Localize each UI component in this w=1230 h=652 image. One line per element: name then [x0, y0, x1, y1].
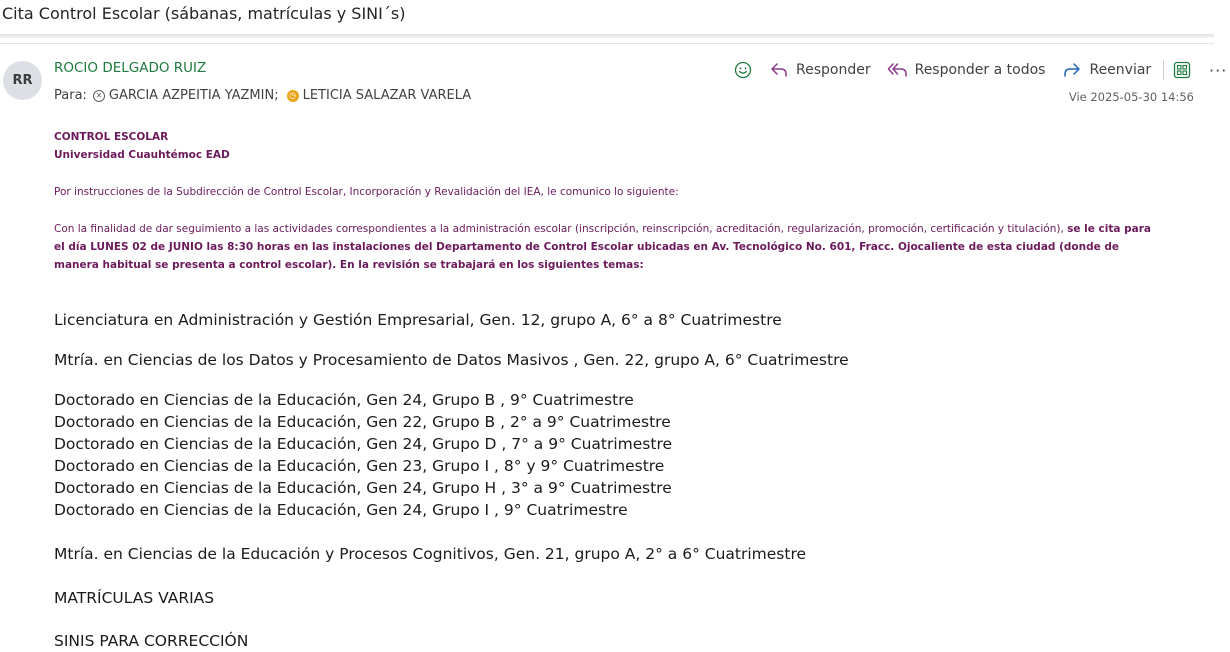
reply-button[interactable]: [768, 59, 871, 81]
sent-date: Vie 2025-05-30 14:56: [1068, 90, 1194, 104]
toolbar-separator: [1163, 60, 1164, 80]
apps-grid-icon: [1173, 61, 1191, 79]
topic-item: Mtría. en Ciencias de los Datos y Procesamiento de Datos Masivos , Gen. 22, grupo A, 6° Cuatrimestre: [54, 351, 849, 369]
recipient-name: LETICIA SALAZAR VARELA: [302, 88, 472, 103]
reply-icon: [768, 59, 790, 81]
more-actions-button[interactable]: ···: [1209, 60, 1228, 80]
reply-all-icon: [887, 59, 909, 81]
topic-item: Mtría. en Ciencias de la Educación y Procesos Cognitivos, Gen. 21, grupo A, 2° a 6° Cuatrimestre: [54, 545, 807, 563]
topic-item: Doctorado en Ciencias de la Educación, Gen 22, Grupo B , 2° a 9° Cuatrimestre: [54, 413, 671, 431]
topic-item: SINIS PARA CORRECCIÓN: [54, 632, 249, 650]
blocked-status-icon: ✕: [93, 90, 105, 102]
topic-item: Doctorado en Ciencias de la Educación, Gen 23, Grupo I , 8° y 9° Cuatrimestre: [54, 457, 665, 475]
smiley-icon: [734, 61, 752, 79]
recipients-line: [54, 88, 479, 103]
apps-button[interactable]: [1170, 58, 1194, 82]
email-subject: Cita Control Escolar (sábanas, matrículas y SINI´s): [2, 4, 406, 23]
topic-item: Doctorado en Ciencias de la Educación, Gen 24, Grupo I , 9° Cuatrimestre: [54, 501, 628, 519]
forward-icon: [1061, 59, 1083, 81]
org-line-1: CONTROL ESCOLAR: [54, 131, 169, 143]
sender-avatar[interactable]: RR: [3, 61, 42, 100]
topic-item: Doctorado en Ciencias de la Educación, Gen 24, Grupo D , 7° a 9° Cuatrimestre: [54, 435, 673, 453]
recipient-name: GARCIA AZPEITIA YAZMIN;: [108, 88, 279, 103]
away-status-icon: ◷: [287, 90, 299, 102]
intro-text: Por instrucciones de la Subdirección de Control Escolar, Incorporación y Revalidación del IEA, le comunico lo siguiente:: [54, 186, 679, 198]
recipient-chip[interactable]: [287, 88, 472, 103]
topic-item: MATRÍCULAS VARIAS: [54, 589, 215, 607]
appointment-paragraph: [54, 220, 1154, 274]
forward-label: Reenviar: [1089, 62, 1152, 78]
paragraph-bold-text: se le cita para el día LUNES 02 de JUNIO las 8:30 horas en las instalaciones del Departamento de Control Escolar ubicadas en Av. Tecnológico No. 601, Fracc. Ojocaliente de esta ciudad (donde de manera habitual se presenta a control escolar). En la revisión se trabajará en los siguientes temas:: [54, 223, 1151, 271]
paragraph-normal-text: Con la finalidad de dar seguimiento a las actividades correspondientes a la administración escolar (inscripción, reinscripción, acreditación, regularización, promoción, certificación y titulación),: [54, 223, 1068, 235]
recipient-chip[interactable]: [93, 88, 279, 103]
reply-all-button[interactable]: [887, 59, 1046, 81]
topic-item: Doctorado en Ciencias de la Educación, Gen 24, Grupo H , 3° a 9° Cuatrimestre: [54, 479, 672, 497]
header-divider: [0, 43, 1214, 44]
topic-item: Licenciatura en Administración y Gestión Empresarial, Gen. 12, grupo A, 6° a 8° Cuatrimestre: [54, 311, 782, 329]
to-label: Para:: [54, 88, 87, 103]
forward-button[interactable]: [1061, 59, 1151, 81]
org-line-2: Universidad Cuauhtémoc EAD: [54, 149, 230, 161]
subject-bar: [0, 0, 1214, 34]
sender-name[interactable]: ROCIO DELGADO RUIZ: [54, 60, 207, 76]
subject-divider: [0, 34, 1214, 38]
reply-all-label: Responder a todos: [914, 62, 1046, 78]
emoji-reaction-button[interactable]: [730, 58, 756, 82]
reply-label: Responder: [796, 62, 871, 78]
topic-item: Doctorado en Ciencias de la Educación, Gen 24, Grupo B , 9° Cuatrimestre: [54, 391, 634, 409]
message-actions: [730, 58, 1230, 82]
